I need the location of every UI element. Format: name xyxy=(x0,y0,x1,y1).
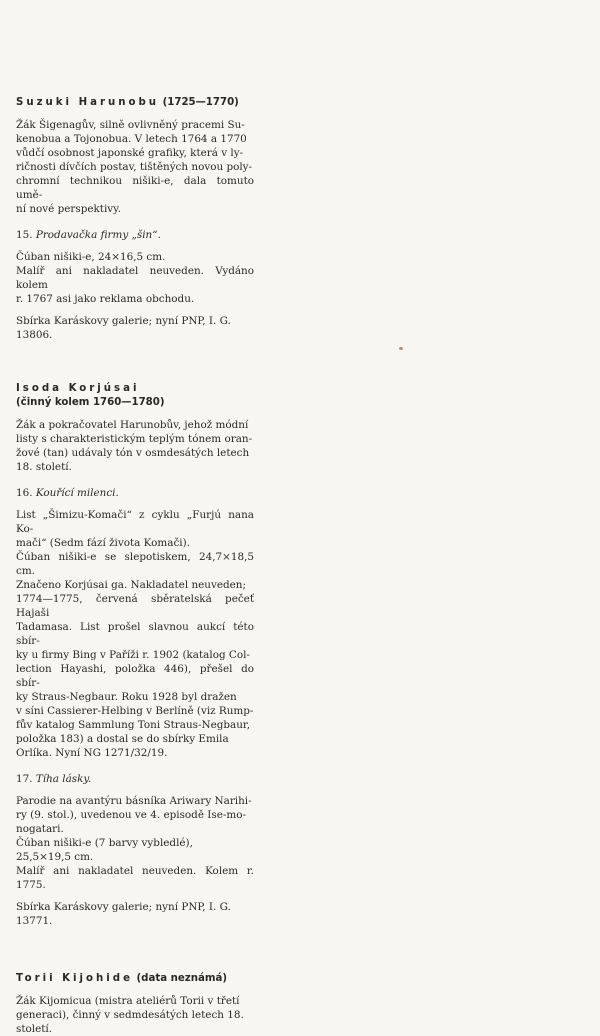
artist-dates: (data neznámá) xyxy=(136,973,228,984)
text-line: vůdčí osobnost japonské grafiky, která v ly- xyxy=(16,147,244,159)
work-heading xyxy=(16,772,254,786)
text-line: 13771. xyxy=(16,915,53,927)
text-line: Čúban nišiki-e se slepotiskem, 24,7×18,5 cm. xyxy=(16,551,254,577)
text-line: Sbírka Karáskovy galerie; nyní PNP, I. G. xyxy=(16,315,231,327)
artist-bio xyxy=(16,118,254,216)
text-line: Orlíka. Nyní NG 1271/32/19. xyxy=(16,747,168,759)
text-line: Sbírka Karáskovy galerie; nyní PNP, I. G. xyxy=(16,901,231,913)
text-line: Čúban nišiki-e (7 barvy vybledlé), xyxy=(16,837,193,849)
text-line: generaci), činný v sedmdesátých letech 18. xyxy=(16,1009,244,1021)
artist-name: Isoda Korjúsai xyxy=(16,383,140,394)
text-line: r. 1767 asi jako reklama obchodu. xyxy=(16,293,195,305)
artist-section-harunobu xyxy=(16,96,254,342)
artist-dates: (činný kolem 1760—1780) xyxy=(16,397,165,408)
work-details xyxy=(16,508,254,760)
text-line: položka 183) a dostal se do sbírky Emila xyxy=(16,733,229,745)
artist-name: Suzuki Harunobu xyxy=(16,97,160,108)
work-number: 16. xyxy=(16,487,33,499)
text-line: 1774—1775, červená sběratelská pečeť Hajaši xyxy=(16,593,254,619)
text-line: Tadamasa. List prošel slavnou aukcí této sbír- xyxy=(16,621,254,647)
text-line: mači“ (Sedm fází života Komači). xyxy=(16,537,190,549)
work-heading xyxy=(16,486,254,500)
text-line: Malíř ani nakladatel neuveden. Vydáno kolem xyxy=(16,265,254,291)
text-line: Parodie na avantýru básníka Ariwary Narihi- xyxy=(16,795,252,807)
text-line: lection Hayashi, položka 446), přešel do sbír- xyxy=(16,663,254,689)
text-line: žové (tan) udávaly tón v osmdesátých letech xyxy=(16,447,250,459)
work-title: Kouřící milenci. xyxy=(35,487,119,499)
text-line: 13806. xyxy=(16,329,53,341)
text-line: fův katalog Sammlung Toni Straus-Negbaur, xyxy=(16,719,251,731)
text-line: století. xyxy=(16,1023,53,1035)
work-details xyxy=(16,794,254,892)
text-line: Čúban nišiki-e, 24×16,5 cm. xyxy=(16,251,166,263)
text-line: 25,5×19,5 cm. xyxy=(16,851,94,863)
artist-name: Torii Kijohide xyxy=(16,973,133,984)
text-line: ky u firmy Bing v Paříži r. 1902 (katalog Col- xyxy=(16,649,250,661)
artist-dates: (1725—1770) xyxy=(162,97,239,108)
work-title: Tíha lásky. xyxy=(35,773,92,785)
artist-section-kijohide xyxy=(16,972,254,1036)
work-title: Prodavačka firmy „šin“. xyxy=(35,229,161,241)
text-line: ky Straus-Negbaur. Roku 1928 byl dražen xyxy=(16,691,237,703)
text-column xyxy=(16,96,254,1036)
text-line: Žák a pokračovatel Harunobův, jehož módní xyxy=(16,419,249,431)
text-line: ry (9. stol.), uvedenou ve 4. episodě Ise-mo- xyxy=(16,809,246,821)
text-line: listy s charakteristickým teplým tónem oran- xyxy=(16,433,253,445)
text-line: v síni Cassierer-Helbing v Berlíně (viz Rump- xyxy=(16,705,254,717)
text-line: Malíř ani nakladatel neuveden. Kolem r. 1775. xyxy=(16,865,254,891)
work-number: 17. xyxy=(16,773,33,785)
text-line: ní nové perspektivy. xyxy=(16,203,121,215)
text-line: Žák Šigenagův, silně ovlivněný pracemi Su- xyxy=(16,119,245,131)
text-line: Žák Kijomicua (mistra ateliérů Torii v třetí xyxy=(16,995,240,1007)
text-line: kenobua a Tojonobua. V letech 1764 a 1770 xyxy=(16,133,247,145)
artist-heading xyxy=(16,972,254,986)
work-collection xyxy=(16,900,254,928)
work-collection xyxy=(16,314,254,342)
work-number: 15. xyxy=(16,229,33,241)
text-line: List „Šimizu-Komači“ z cyklu „Furjú nana Ko- xyxy=(16,509,254,535)
artist-bio xyxy=(16,994,254,1036)
paper-speck xyxy=(399,347,403,350)
text-line: 18. století. xyxy=(16,461,72,473)
artist-heading xyxy=(16,96,254,110)
artist-heading xyxy=(16,382,254,410)
text-line: nogatari. xyxy=(16,823,64,835)
text-line: Značeno Korjúsai ga. Nakladatel neuveden; xyxy=(16,579,246,591)
work-heading xyxy=(16,228,254,242)
artist-section-korjusai xyxy=(16,382,254,928)
artist-bio xyxy=(16,418,254,474)
text-line: ričnosti dívčích postav, tištěných novou poly- xyxy=(16,161,253,173)
work-details xyxy=(16,250,254,306)
text-line: chromní technikou nišiki-e, dala tomuto umě- xyxy=(16,175,254,201)
